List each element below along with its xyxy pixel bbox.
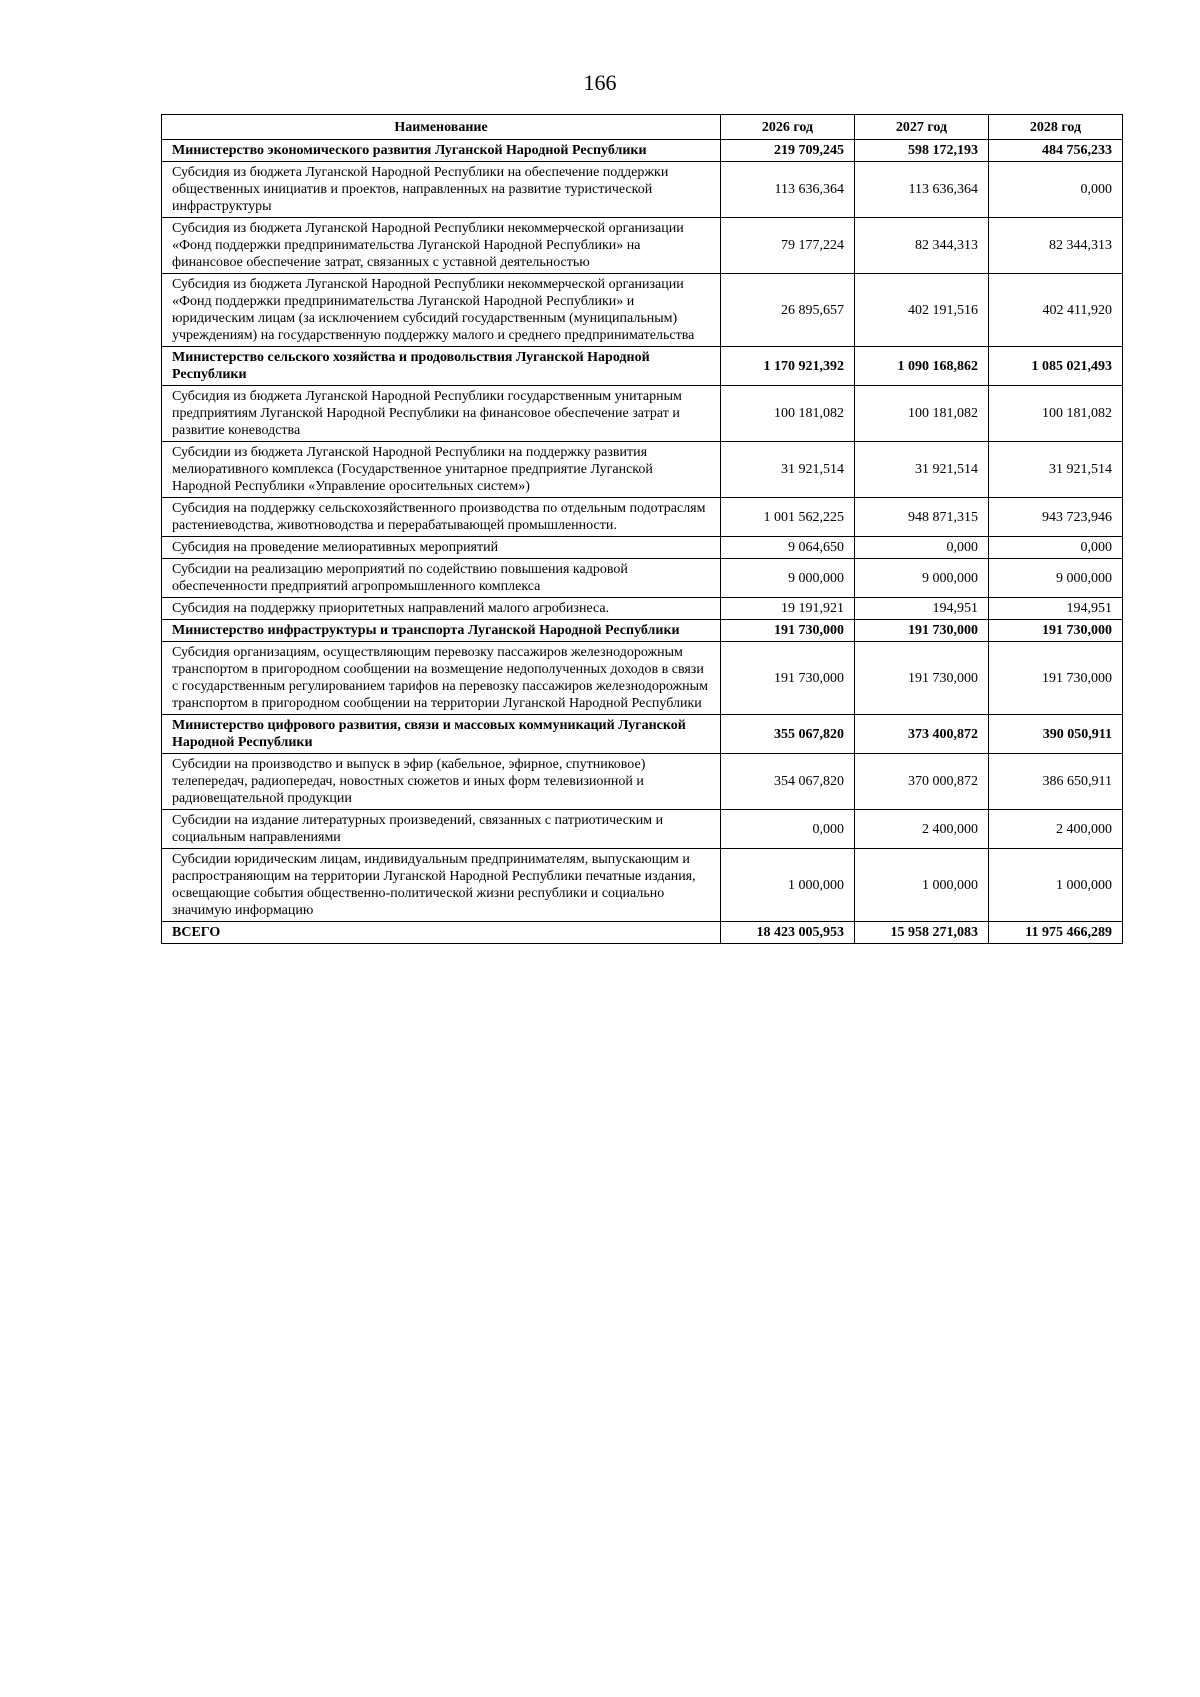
value-2026: 1 170 921,392 [721,347,855,386]
value-2028: 0,000 [989,162,1123,218]
value-2026: 19 191,921 [721,598,855,620]
ministry-row [162,347,1123,386]
budget-table [161,114,1123,944]
row-name: Субсидия на поддержку приоритетных направлений малого агробизнеса. [162,598,721,620]
value-2028: 0,000 [989,537,1123,559]
value-2027: 370 000,872 [855,754,989,810]
table-row [162,162,1123,218]
row-name: ВСЕГО [162,922,721,944]
table-row [162,537,1123,559]
value-2027: 100 181,082 [855,386,989,442]
table-row [162,386,1123,442]
table-row [162,442,1123,498]
value-2027: 15 958 271,083 [855,922,989,944]
value-2028: 1 000,000 [989,849,1123,922]
row-name: Субсидии из бюджета Луганской Народной Республики на поддержку развития мелиоративного комплекса (Государственное унитарное предприятие Луганской Народной Республики «Управление оросительных систем») [162,442,721,498]
value-2028: 2 400,000 [989,810,1123,849]
value-2026: 18 423 005,953 [721,922,855,944]
table-row [162,642,1123,715]
value-2028: 386 650,911 [989,754,1123,810]
row-name: Субсидии на производство и выпуск в эфир (кабельное, эфирное, спутниковое) телепередач, радиопередач, новостных сюжетов и иных форм телевизионной и радиовещательной продукции [162,754,721,810]
value-2026: 191 730,000 [721,620,855,642]
page-number: 166 [583,70,617,95]
value-2026: 113 636,364 [721,162,855,218]
table-row [162,218,1123,274]
total-row [162,922,1123,944]
ministry-row [162,715,1123,754]
value-2026: 219 709,245 [721,140,855,162]
value-2027: 191 730,000 [855,642,989,715]
value-2027: 1 090 168,862 [855,347,989,386]
value-2026: 100 181,082 [721,386,855,442]
value-2027: 9 000,000 [855,559,989,598]
header-2028: 2028 год [989,115,1123,140]
value-2026: 9 000,000 [721,559,855,598]
row-name: Министерство цифрового развития, связи и массовых коммуникаций Луганской Народной Республики [162,715,721,754]
value-2026: 31 921,514 [721,442,855,498]
value-2026: 26 895,657 [721,274,855,347]
value-2027: 948 871,315 [855,498,989,537]
value-2027: 2 400,000 [855,810,989,849]
ministry-row [162,620,1123,642]
table-row [162,754,1123,810]
table-row [162,498,1123,537]
table-row [162,598,1123,620]
row-name: Субсидии юридическим лицам, индивидуальным предпринимателям, выпускающим и распространяющим на территории Луганской Народной Республики печатные издания, освещающие события общественно-политической жизни республики и социально значимую информацию [162,849,721,922]
value-2028: 402 411,920 [989,274,1123,347]
table-header-row [162,115,1123,140]
value-2026: 1 000,000 [721,849,855,922]
ministry-row [162,140,1123,162]
table-row [162,274,1123,347]
value-2027: 598 172,193 [855,140,989,162]
table-row [162,559,1123,598]
row-name: Субсидии на издание литературных произведений, связанных с патриотическим и социальным направлениями [162,810,721,849]
row-name: Министерство сельского хозяйства и продовольствия Луганской Народной Республики [162,347,721,386]
row-name: Министерство экономического развития Луганской Народной Республики [162,140,721,162]
value-2028: 194,951 [989,598,1123,620]
value-2028: 100 181,082 [989,386,1123,442]
row-name: Субсидия из бюджета Луганской Народной Республики некоммерческой организации «Фонд поддержки предпринимательства Луганской Народной Республики» на финансовое обеспечение затрат, связанных с уставной деятельностью [162,218,721,274]
header-2027: 2027 год [855,115,989,140]
value-2026: 1 001 562,225 [721,498,855,537]
value-2026: 354 067,820 [721,754,855,810]
value-2028: 1 085 021,493 [989,347,1123,386]
value-2026: 355 067,820 [721,715,855,754]
value-2028: 11 975 466,289 [989,922,1123,944]
value-2028: 191 730,000 [989,642,1123,715]
row-name: Субсидия на проведение мелиоративных мероприятий [162,537,721,559]
row-name: Министерство инфраструктуры и транспорта Луганской Народной Республики [162,620,721,642]
header-2026: 2026 год [721,115,855,140]
value-2026: 79 177,224 [721,218,855,274]
value-2028: 943 723,946 [989,498,1123,537]
row-name: Субсидия на поддержку сельскохозяйственного производства по отдельным подотраслям растениеводства, животноводства и перерабатывающей промышленности. [162,498,721,537]
value-2026: 0,000 [721,810,855,849]
table-row [162,810,1123,849]
value-2028: 390 050,911 [989,715,1123,754]
value-2027: 373 400,872 [855,715,989,754]
value-2028: 484 756,233 [989,140,1123,162]
value-2028: 9 000,000 [989,559,1123,598]
header-name: Наименование [162,115,721,140]
value-2027: 82 344,313 [855,218,989,274]
value-2027: 1 000,000 [855,849,989,922]
row-name: Субсидии на реализацию мероприятий по содействию повышения кадровой обеспеченности предприятий агропромышленного комплекса [162,559,721,598]
value-2027: 191 730,000 [855,620,989,642]
value-2027: 402 191,516 [855,274,989,347]
row-name: Субсидия из бюджета Луганской Народной Республики некоммерческой организации «Фонд поддержки предпринимательства Луганской Народной Республики» и юридическим лицам (за исключением субсидий государственным (муниципальным) учреждениям) на государственную поддержку малого и среднего предпринимательства [162,274,721,347]
row-name: Субсидия из бюджета Луганской Народной Республики на обеспечение поддержки общественных инициатив и проектов, направленных на развитие туристической инфраструктуры [162,162,721,218]
table-row [162,849,1123,922]
value-2027: 31 921,514 [855,442,989,498]
value-2027: 194,951 [855,598,989,620]
value-2028: 82 344,313 [989,218,1123,274]
value-2027: 113 636,364 [855,162,989,218]
row-name: Субсидия организациям, осуществляющим перевозку пассажиров железнодорожным транспортом в пригородном сообщении на возмещение недополученных доходов в связи с государственным регулированием тарифов на перевозку пассажиров железнодорожным транспортом в пригородном сообщении на территории Луганской Народной Республики [162,642,721,715]
value-2028: 191 730,000 [989,620,1123,642]
value-2026: 191 730,000 [721,642,855,715]
row-name: Субсидия из бюджета Луганской Народной Республики государственным унитарным предприятиям Луганской Народной Республики на финансовое обеспечение затрат и развитие коневодства [162,386,721,442]
value-2026: 9 064,650 [721,537,855,559]
value-2027: 0,000 [855,537,989,559]
table-body [162,140,1123,944]
value-2028: 31 921,514 [989,442,1123,498]
